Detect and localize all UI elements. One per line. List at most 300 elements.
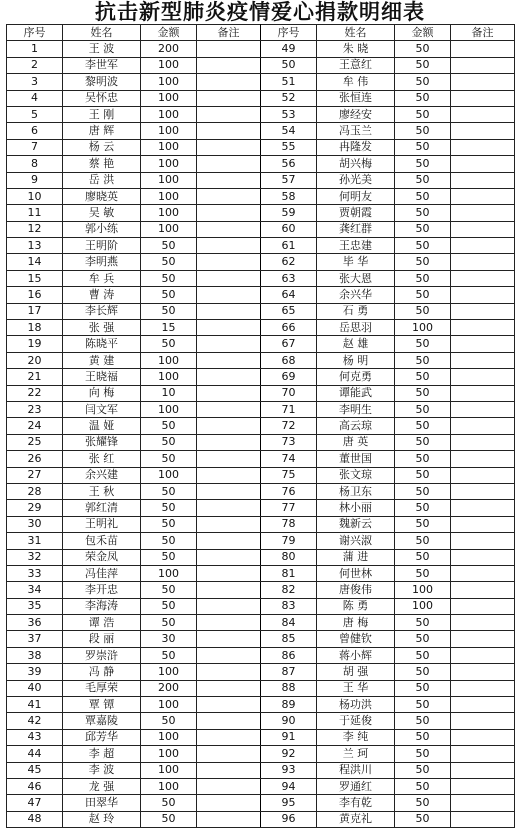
name-cell: 蔡 艳 — [63, 156, 141, 172]
name-cell: 陈晓平 — [63, 336, 141, 352]
amount-cell: 200 — [141, 41, 197, 57]
amount-cell: 50 — [395, 106, 451, 122]
amount-cell: 100 — [141, 221, 197, 237]
note-cell — [197, 41, 261, 57]
name-cell: 张大恩 — [317, 270, 395, 286]
seq-cell: 19 — [7, 336, 63, 352]
seq-cell: 30 — [7, 516, 63, 532]
seq-cell: 44 — [7, 746, 63, 762]
note-cell — [197, 401, 261, 417]
name-cell: 董世国 — [317, 451, 395, 467]
seq-cell: 47 — [7, 795, 63, 811]
name-cell: 廖晓英 — [63, 188, 141, 204]
name-cell: 王 华 — [317, 680, 395, 696]
amount-cell: 50 — [141, 713, 197, 729]
name-cell: 胡兴梅 — [317, 156, 395, 172]
seq-cell: 37 — [7, 631, 63, 647]
note-cell — [197, 516, 261, 532]
name-cell: 于延俊 — [317, 713, 395, 729]
name-cell: 曾健钦 — [317, 631, 395, 647]
amount-cell: 100 — [141, 188, 197, 204]
table-row — [7, 303, 515, 319]
amount-cell: 50 — [395, 729, 451, 745]
name-cell: 张 强 — [63, 320, 141, 336]
name-cell: 王忠建 — [317, 238, 395, 254]
note-cell — [197, 647, 261, 663]
seq-cell: 23 — [7, 401, 63, 417]
note-cell — [197, 729, 261, 745]
name-cell: 李海涛 — [63, 598, 141, 614]
note-cell — [197, 188, 261, 204]
amount-cell: 100 — [141, 697, 197, 713]
seq-cell: 46 — [7, 778, 63, 794]
table-row — [7, 467, 515, 483]
amount-cell: 50 — [395, 697, 451, 713]
amount-cell: 50 — [395, 172, 451, 188]
name-cell: 冯 静 — [63, 664, 141, 680]
seq-cell: 45 — [7, 762, 63, 778]
note-cell — [197, 778, 261, 794]
seq-cell: 9 — [7, 172, 63, 188]
seq-cell: 1 — [7, 41, 63, 57]
seq-cell: 64 — [261, 287, 317, 303]
name-cell: 田翠华 — [63, 795, 141, 811]
note-cell — [197, 533, 261, 549]
note-cell — [197, 713, 261, 729]
seq-cell: 28 — [7, 483, 63, 499]
name-cell: 蒲 进 — [317, 549, 395, 565]
seq-cell: 17 — [7, 303, 63, 319]
amount-cell: 50 — [395, 123, 451, 139]
name-cell: 余兴华 — [317, 287, 395, 303]
table-row — [7, 385, 515, 401]
note-cell — [451, 401, 515, 417]
amount-cell: 50 — [141, 598, 197, 614]
seq-cell: 59 — [261, 205, 317, 221]
seq-cell: 69 — [261, 369, 317, 385]
amount-cell: 50 — [395, 336, 451, 352]
note-cell — [197, 270, 261, 286]
seq-cell: 54 — [261, 123, 317, 139]
seq-cell: 38 — [7, 647, 63, 663]
table-row — [7, 434, 515, 450]
table-row — [7, 188, 515, 204]
name-cell: 李世军 — [63, 57, 141, 73]
amount-cell: 100 — [141, 57, 197, 73]
note-cell — [197, 221, 261, 237]
amount-cell: 50 — [141, 238, 197, 254]
table-row — [7, 680, 515, 696]
seq-cell: 94 — [261, 778, 317, 794]
table-row — [7, 582, 515, 598]
seq-cell: 2 — [7, 57, 63, 73]
amount-cell: 50 — [395, 188, 451, 204]
note-cell — [197, 582, 261, 598]
seq-cell: 33 — [7, 565, 63, 581]
name-cell: 赵 雄 — [317, 336, 395, 352]
amount-cell: 50 — [141, 582, 197, 598]
note-cell — [451, 500, 515, 516]
seq-cell: 14 — [7, 254, 63, 270]
note-cell — [197, 631, 261, 647]
amount-cell: 50 — [395, 746, 451, 762]
amount-cell: 50 — [395, 434, 451, 450]
amount-cell: 10 — [141, 385, 197, 401]
amount-cell: 50 — [141, 303, 197, 319]
table-row — [7, 549, 515, 565]
name-cell: 廖经安 — [317, 106, 395, 122]
seq-cell: 93 — [261, 762, 317, 778]
name-cell: 段 丽 — [63, 631, 141, 647]
table-row — [7, 615, 515, 631]
header-name: 姓名 — [63, 25, 141, 41]
name-cell: 荣金凤 — [63, 549, 141, 565]
amount-cell: 50 — [395, 287, 451, 303]
note-cell — [451, 254, 515, 270]
seq-cell: 84 — [261, 615, 317, 631]
seq-cell: 71 — [261, 401, 317, 417]
name-cell: 包禾苗 — [63, 533, 141, 549]
seq-cell: 50 — [261, 57, 317, 73]
note-cell — [451, 795, 515, 811]
note-cell — [197, 123, 261, 139]
seq-cell: 83 — [261, 598, 317, 614]
name-cell: 兰 珂 — [317, 746, 395, 762]
seq-cell: 74 — [261, 451, 317, 467]
seq-cell: 57 — [261, 172, 317, 188]
amount-cell: 100 — [141, 123, 197, 139]
amount-cell: 100 — [141, 205, 197, 221]
seq-cell: 66 — [261, 320, 317, 336]
amount-cell: 50 — [141, 336, 197, 352]
seq-cell: 21 — [7, 369, 63, 385]
note-cell — [451, 303, 515, 319]
seq-cell: 13 — [7, 238, 63, 254]
note-cell — [451, 697, 515, 713]
name-cell: 吴怀忠 — [63, 90, 141, 106]
note-cell — [451, 287, 515, 303]
name-cell: 牟 伟 — [317, 74, 395, 90]
name-cell: 冉隆发 — [317, 139, 395, 155]
seq-cell: 7 — [7, 139, 63, 155]
note-cell — [197, 139, 261, 155]
name-cell: 罗通红 — [317, 778, 395, 794]
seq-cell: 4 — [7, 90, 63, 106]
amount-cell: 100 — [141, 729, 197, 745]
name-cell: 张恒连 — [317, 90, 395, 106]
seq-cell: 78 — [261, 516, 317, 532]
seq-cell: 27 — [7, 467, 63, 483]
name-cell: 杨功洪 — [317, 697, 395, 713]
amount-cell: 50 — [141, 254, 197, 270]
note-cell — [451, 631, 515, 647]
name-cell: 吴 敏 — [63, 205, 141, 221]
amount-cell: 50 — [395, 401, 451, 417]
seq-cell: 24 — [7, 418, 63, 434]
seq-cell: 67 — [261, 336, 317, 352]
name-cell: 李有乾 — [317, 795, 395, 811]
name-cell: 唐 英 — [317, 434, 395, 450]
name-cell: 李 纯 — [317, 729, 395, 745]
note-cell — [197, 336, 261, 352]
seq-cell: 34 — [7, 582, 63, 598]
note-cell — [197, 795, 261, 811]
name-cell: 李明燕 — [63, 254, 141, 270]
amount-cell: 50 — [395, 205, 451, 221]
amount-cell: 15 — [141, 320, 197, 336]
note-cell — [451, 320, 515, 336]
note-cell — [197, 57, 261, 73]
amount-cell: 50 — [141, 270, 197, 286]
name-cell: 覃 镡 — [63, 697, 141, 713]
amount-cell: 50 — [395, 303, 451, 319]
amount-cell: 100 — [141, 172, 197, 188]
name-cell: 冯佳萍 — [63, 565, 141, 581]
amount-cell: 100 — [141, 352, 197, 368]
amount-cell: 50 — [141, 434, 197, 450]
page-title: 抗击新型肺炎疫情爱心捐款明细表 — [95, 0, 425, 24]
amount-cell: 50 — [395, 713, 451, 729]
seq-cell: 85 — [261, 631, 317, 647]
amount-cell: 50 — [395, 418, 451, 434]
note-cell — [451, 123, 515, 139]
name-cell: 杨 明 — [317, 352, 395, 368]
amount-cell: 50 — [395, 565, 451, 581]
name-cell: 闫文军 — [63, 401, 141, 417]
note-cell — [451, 549, 515, 565]
table-row — [7, 205, 515, 221]
name-cell: 唐 辉 — [63, 123, 141, 139]
amount-cell: 50 — [395, 74, 451, 90]
seq-cell: 68 — [261, 352, 317, 368]
name-cell: 张 红 — [63, 451, 141, 467]
table-row — [7, 90, 515, 106]
note-cell — [197, 106, 261, 122]
note-cell — [451, 483, 515, 499]
name-cell: 孙光美 — [317, 172, 395, 188]
table-row — [7, 401, 515, 417]
amount-cell: 50 — [141, 811, 197, 827]
amount-cell: 100 — [395, 320, 451, 336]
amount-cell: 100 — [141, 90, 197, 106]
name-cell: 张耀锋 — [63, 434, 141, 450]
header-note: 备注 — [197, 25, 261, 41]
table-row — [7, 516, 515, 532]
name-cell: 杨 云 — [63, 139, 141, 155]
note-cell — [197, 746, 261, 762]
note-cell — [451, 188, 515, 204]
table-row — [7, 172, 515, 188]
amount-cell: 50 — [141, 483, 197, 499]
name-cell: 谭能武 — [317, 385, 395, 401]
note-cell — [197, 680, 261, 696]
note-cell — [451, 205, 515, 221]
table-row — [7, 270, 515, 286]
seq-cell: 5 — [7, 106, 63, 122]
seq-cell: 70 — [261, 385, 317, 401]
amount-cell: 50 — [395, 238, 451, 254]
amount-cell: 50 — [141, 647, 197, 663]
note-cell — [197, 598, 261, 614]
name-cell: 何世林 — [317, 565, 395, 581]
seq-cell: 10 — [7, 188, 63, 204]
amount-cell: 100 — [141, 762, 197, 778]
table-row — [7, 500, 515, 516]
note-cell — [451, 221, 515, 237]
amount-cell: 50 — [395, 615, 451, 631]
amount-cell: 100 — [141, 565, 197, 581]
name-cell: 王 波 — [63, 41, 141, 57]
amount-cell: 50 — [395, 352, 451, 368]
table-row — [7, 74, 515, 90]
amount-cell: 100 — [141, 664, 197, 680]
seq-cell: 26 — [7, 451, 63, 467]
name-cell: 牟 兵 — [63, 270, 141, 286]
seq-cell: 76 — [261, 483, 317, 499]
header-seq: 序号 — [261, 25, 317, 41]
name-cell: 何明友 — [317, 188, 395, 204]
amount-cell: 50 — [395, 57, 451, 73]
name-cell: 何克勇 — [317, 369, 395, 385]
amount-cell: 50 — [141, 418, 197, 434]
note-cell — [451, 598, 515, 614]
amount-cell: 200 — [141, 680, 197, 696]
seq-cell: 48 — [7, 811, 63, 827]
seq-cell: 6 — [7, 123, 63, 139]
amount-cell: 100 — [141, 467, 197, 483]
note-cell — [451, 172, 515, 188]
note-cell — [197, 254, 261, 270]
seq-cell: 80 — [261, 549, 317, 565]
name-cell: 李 超 — [63, 746, 141, 762]
note-cell — [451, 418, 515, 434]
table-row — [7, 418, 515, 434]
table-row — [7, 729, 515, 745]
amount-cell: 100 — [395, 582, 451, 598]
seq-cell: 91 — [261, 729, 317, 745]
name-cell: 岳思羽 — [317, 320, 395, 336]
amount-cell: 100 — [141, 106, 197, 122]
name-cell: 郭红清 — [63, 500, 141, 516]
amount-cell: 50 — [395, 549, 451, 565]
amount-cell: 100 — [141, 778, 197, 794]
table-row — [7, 320, 515, 336]
seq-cell: 42 — [7, 713, 63, 729]
seq-cell: 16 — [7, 287, 63, 303]
note-cell — [451, 106, 515, 122]
name-cell: 王 秋 — [63, 483, 141, 499]
table-row — [7, 41, 515, 57]
name-cell: 岳 洪 — [63, 172, 141, 188]
note-cell — [451, 778, 515, 794]
seq-cell: 63 — [261, 270, 317, 286]
amount-cell: 50 — [395, 467, 451, 483]
name-cell: 贾朝霞 — [317, 205, 395, 221]
amount-cell: 50 — [395, 369, 451, 385]
amount-cell: 50 — [395, 221, 451, 237]
table-row — [7, 631, 515, 647]
seq-cell: 96 — [261, 811, 317, 827]
amount-cell: 100 — [141, 139, 197, 155]
amount-cell: 50 — [395, 811, 451, 827]
table-row — [7, 697, 515, 713]
amount-cell: 50 — [395, 631, 451, 647]
header-amount: 金额 — [141, 25, 197, 41]
table-row — [7, 565, 515, 581]
amount-cell: 100 — [395, 598, 451, 614]
seq-cell: 79 — [261, 533, 317, 549]
table-row — [7, 254, 515, 270]
amount-cell: 100 — [141, 156, 197, 172]
amount-cell: 100 — [141, 401, 197, 417]
name-cell: 余兴建 — [63, 467, 141, 483]
name-cell: 王晓福 — [63, 369, 141, 385]
name-cell: 王 刚 — [63, 106, 141, 122]
note-cell — [451, 615, 515, 631]
seq-cell: 51 — [261, 74, 317, 90]
name-cell: 王意红 — [317, 57, 395, 73]
seq-cell: 18 — [7, 320, 63, 336]
seq-cell: 73 — [261, 434, 317, 450]
amount-cell: 50 — [395, 762, 451, 778]
note-cell — [197, 90, 261, 106]
seq-cell: 65 — [261, 303, 317, 319]
seq-cell: 41 — [7, 697, 63, 713]
amount-cell: 100 — [141, 369, 197, 385]
name-cell: 程洪川 — [317, 762, 395, 778]
table-row — [7, 533, 515, 549]
name-cell: 黄 建 — [63, 352, 141, 368]
table-row — [7, 57, 515, 73]
seq-cell: 72 — [261, 418, 317, 434]
seq-cell: 82 — [261, 582, 317, 598]
seq-cell: 89 — [261, 697, 317, 713]
name-cell: 魏新云 — [317, 516, 395, 532]
name-cell: 张文琼 — [317, 467, 395, 483]
seq-cell: 39 — [7, 664, 63, 680]
seq-cell: 40 — [7, 680, 63, 696]
note-cell — [451, 156, 515, 172]
seq-cell: 90 — [261, 713, 317, 729]
seq-cell: 32 — [7, 549, 63, 565]
name-cell: 李长辉 — [63, 303, 141, 319]
name-cell: 温 娅 — [63, 418, 141, 434]
note-cell — [451, 90, 515, 106]
amount-cell: 50 — [395, 483, 451, 499]
seq-cell: 62 — [261, 254, 317, 270]
note-cell — [197, 500, 261, 516]
amount-cell: 50 — [395, 680, 451, 696]
amount-cell: 50 — [395, 90, 451, 106]
name-cell: 谢兴淑 — [317, 533, 395, 549]
note-cell — [197, 418, 261, 434]
note-cell — [451, 516, 515, 532]
note-cell — [197, 369, 261, 385]
amount-cell: 100 — [141, 74, 197, 90]
name-cell: 王明阶 — [63, 238, 141, 254]
table-row — [7, 369, 515, 385]
name-cell: 黄克礼 — [317, 811, 395, 827]
seq-cell: 55 — [261, 139, 317, 155]
note-cell — [451, 565, 515, 581]
header-note: 备注 — [451, 25, 515, 41]
name-cell: 曹 涛 — [63, 287, 141, 303]
note-cell — [197, 549, 261, 565]
note-cell — [451, 369, 515, 385]
table-row — [7, 713, 515, 729]
header-row — [7, 25, 515, 41]
note-cell — [451, 238, 515, 254]
